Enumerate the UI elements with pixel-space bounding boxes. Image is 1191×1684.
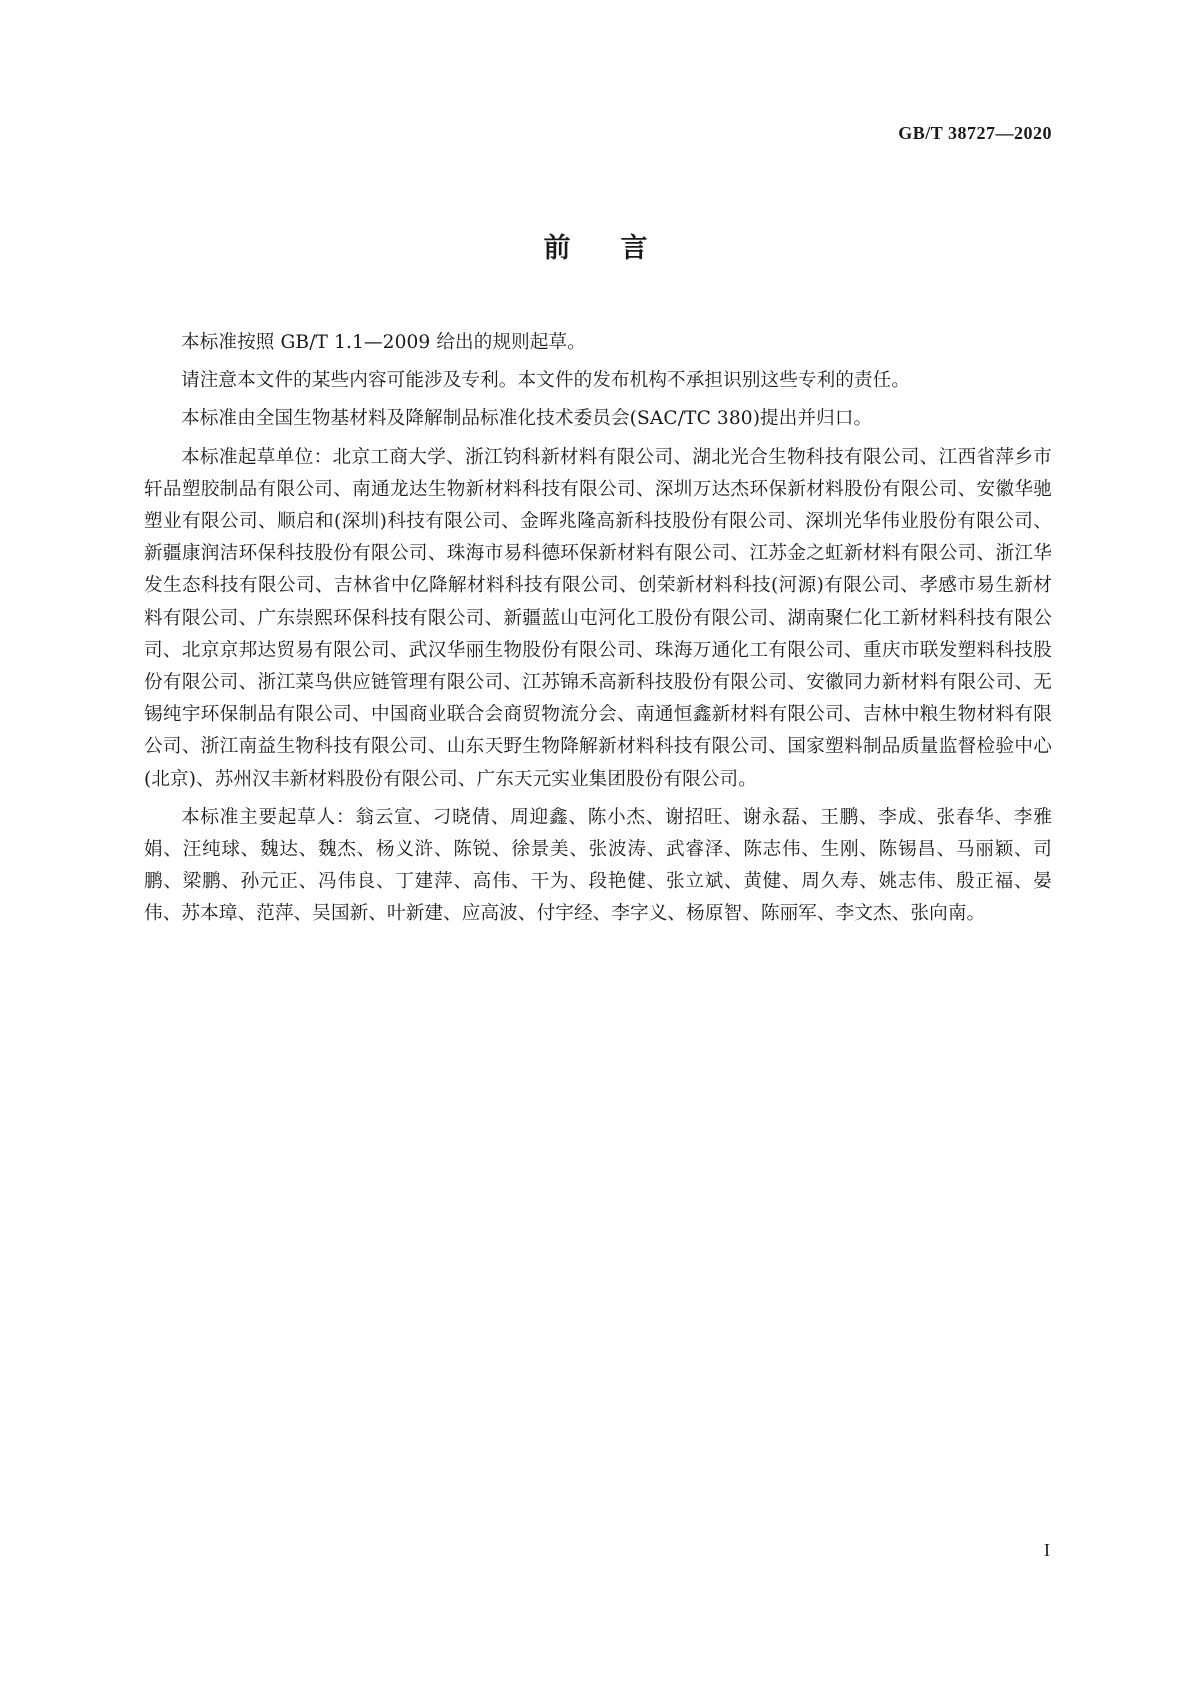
paragraph-drafting-organizations: 本标准起草单位：北京工商大学、浙江钧科新材料有限公司、湖北光合生物科技有限公司、江西省萍乡市轩品塑胶制品有限公司、南通龙达生物新材料科技有限公司、深圳万达杰环保新材料股份有限公司、安徽华驰塑业有限公司、顺启和(深圳)科技有限公司、金晖兆隆高新科技股份有限公司、深圳光华伟业股份有限公司、新疆康润洁环保科技股份有限公司、珠海市易科德环保新材料有限公司、江苏金之虹新材料有限公司、浙江华发生态科技有限公司、吉林省中亿降解材料科技有限公司、创荣新材料科技(河源)有限公司、孝感市易生新材料有限公司、广东崇熙环保科技有限公司、新疆蓝山屯河化工股份有限公司、湖南聚仁化工新材料科技有限公司、北京京邦达贸易有限公司、武汉华丽生物股份有限公司、珠海万通化工有限公司、重庆市联发塑料科技股份有限公司、浙江菜鸟供应链管理有限公司、江苏锦禾高新科技股份有限公司、安徽同力新材料有限公司、无锡纯宇环保制品有限公司、中国商业联合会商贸物流分会、南通恒鑫新材料有限公司、吉林中粮生物材料有限公司、浙江南益生物科技有限公司、山东天野生物降解新材料科技有限公司、国家塑料制品质量监督检验中心(北京)、苏州汉丰新材料股份有限公司、广东天元实业集团股份有限公司。 <box>144 446 1052 790</box>
paragraph-main-drafters: 本标准主要起草人：翁云宣、刁晓倩、周迎鑫、陈小杰、谢招旺、谢永磊、王鹏、李成、张春华、李雅娟、汪纯球、魏达、魏杰、杨义浒、陈锐、徐景美、张波涛、武睿泽、陈志伟、生刚、陈锡昌、马丽颖、司鹏、梁鹏、孙元正、冯伟良、丁建萍、高伟、干为、段艳健、张立斌、黄健、周久寿、姚志伟、殷正福、晏伟、苏本璋、范萍、吴国新、叶新建、应高波、付宇经、李字义、杨原智、陈丽军、李文杰、张向南。 <box>144 806 1052 925</box>
paragraph-drafting-rules: 本标准按照 GB/T 1.1—2009 给出的规则起草。 <box>181 332 586 353</box>
paragraph-proposing-committee: 本标准由全国生物基材料及降解制品标准化技术委员会(SAC/TC 380)提出并归口。 <box>181 408 873 430</box>
paragraph-patent-notice: 请注意本文件的某些内容可能涉及专利。本文件的发布机构不承担识别这些专利的责任。 <box>181 370 911 392</box>
foreword-body <box>144 327 1052 937</box>
standard-code: GB/T 38727—2020 <box>898 123 1052 143</box>
page-title: 前言 <box>543 233 698 264</box>
page-number: I <box>1044 1540 1050 1560</box>
